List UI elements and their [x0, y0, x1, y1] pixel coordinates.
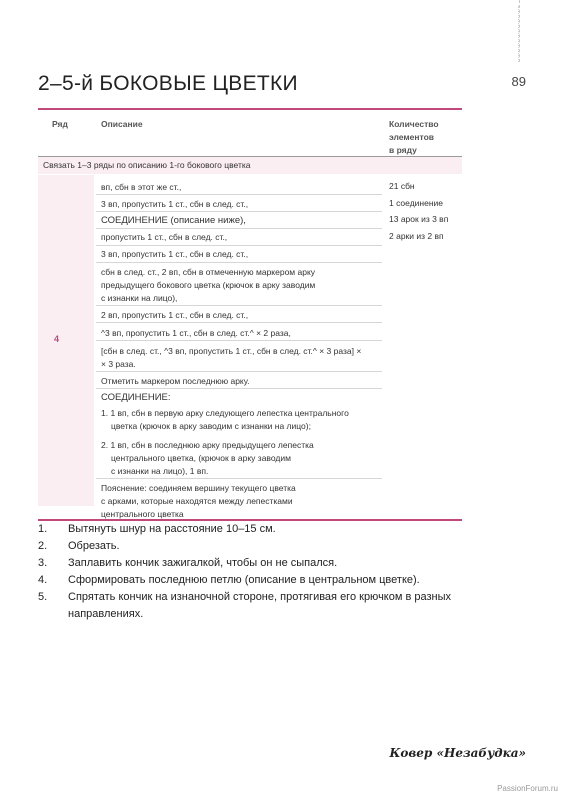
list-item: 2. Обрезать. — [38, 540, 120, 552]
row-separator — [96, 262, 382, 263]
desc-line: × 3 раза. — [101, 359, 136, 369]
row-number: 4 — [54, 334, 60, 344]
col-header-description: Описание — [101, 119, 143, 129]
desc-line: предыдущего бокового цветка (крючок в арку заводим — [101, 280, 316, 290]
desc-line: пропустить 1 ст., сбн в след. ст., — [101, 232, 228, 242]
desc-line: Отметить маркером последнюю арку. — [101, 376, 250, 386]
steps-list — [38, 521, 468, 623]
row-separator — [96, 194, 382, 195]
running-footer: Ковер «Незабудка» — [389, 746, 526, 760]
list-item: 4. Сформировать последнюю петлю (описание в центральном цветке). — [38, 574, 420, 586]
row-separator — [96, 245, 382, 246]
desc-line: центрального цветка, (крючок в арку заводим — [111, 453, 291, 463]
row-number-cell — [38, 175, 94, 506]
row-separator — [96, 340, 382, 341]
row-separator — [96, 371, 382, 372]
list-item: направлениях. — [68, 608, 144, 620]
row-separator — [96, 388, 382, 389]
count-value: 1 соединение — [389, 198, 444, 208]
row-separator — [96, 305, 382, 306]
row-separator — [96, 228, 382, 229]
count-value: 21 сбн — [389, 181, 415, 191]
corner-decoration — [512, 6, 519, 62]
desc-line: СОЕДИНЕНИЕ: — [101, 392, 171, 403]
band-text: Связать 1–3 ряды по описанию 1-го бокового цветка — [43, 160, 251, 170]
row-separator — [96, 322, 382, 323]
list-item: 3. Заплавить кончик зажигалкой, чтобы он не сыпался. — [38, 557, 338, 569]
desc-line: с изнанки на лицо), 1 вп. — [111, 466, 209, 476]
row-separator — [96, 211, 382, 212]
desc-line: вп, сбн в этот же ст., — [101, 182, 182, 192]
desc-line: сбн в след. ст., 2 вп, сбн в отмеченную маркером арку — [101, 267, 316, 277]
desc-line: СОЕДИНЕНИЕ (описание ниже), — [101, 215, 246, 226]
col-header-row: Ряд — [52, 119, 68, 129]
count-value: 13 арок из 3 вп — [389, 214, 449, 224]
page-number: 89 — [511, 74, 526, 89]
corner-line — [519, 0, 521, 62]
table-top-rule — [38, 108, 462, 110]
row-separator — [96, 478, 382, 479]
desc-line: 3 вп, пропустить 1 ст., сбн в след. ст., — [101, 199, 249, 209]
count-value: 2 арки из 2 вп — [389, 231, 444, 241]
desc-line: цветка (крючок в арку заводим с изнанки на лицо); — [111, 421, 311, 431]
desc-line: центрального цветка — [101, 509, 184, 519]
col-header-count: Количество элементов в ряду — [389, 119, 439, 155]
desc-line: 2. 1 вп, сбн в последнюю арку предыдущего лепестка — [101, 440, 314, 450]
list-item: 5. Спрятать кончик на изнаночной стороне, протягивая его крючком в разных — [38, 591, 452, 603]
section-title: 2–5-й БОКОВЫЕ ЦВЕТКИ — [38, 72, 298, 95]
desc-line: 2 вп, пропустить 1 ст., сбн в след. ст., — [101, 310, 249, 320]
desc-line: [сбн в след. ст., ^3 вп, пропустить 1 ст., сбн в след. ст.^ × 3 раза] × — [101, 346, 362, 356]
list-item: 1. Вытянуть шнур на расстояние 10–15 см. — [38, 523, 276, 535]
watermark: PassionForum.ru — [497, 784, 558, 793]
desc-line: ^3 вп, пропустить 1 ст., сбн в след. ст.^ × 2 раза, — [101, 328, 291, 338]
desc-line: с арками, которые находятся между лепестками — [101, 496, 293, 506]
desc-line: 1. 1 вп, сбн в первую арку следующего лепестка центрального — [101, 408, 349, 418]
desc-line: Пояснение: соединяем вершину текущего цветка — [101, 483, 296, 493]
desc-line: 3 вп, пропустить 1 ст., сбн в след. ст., — [101, 249, 249, 259]
desc-line: с изнанки на лицо), — [101, 293, 178, 303]
